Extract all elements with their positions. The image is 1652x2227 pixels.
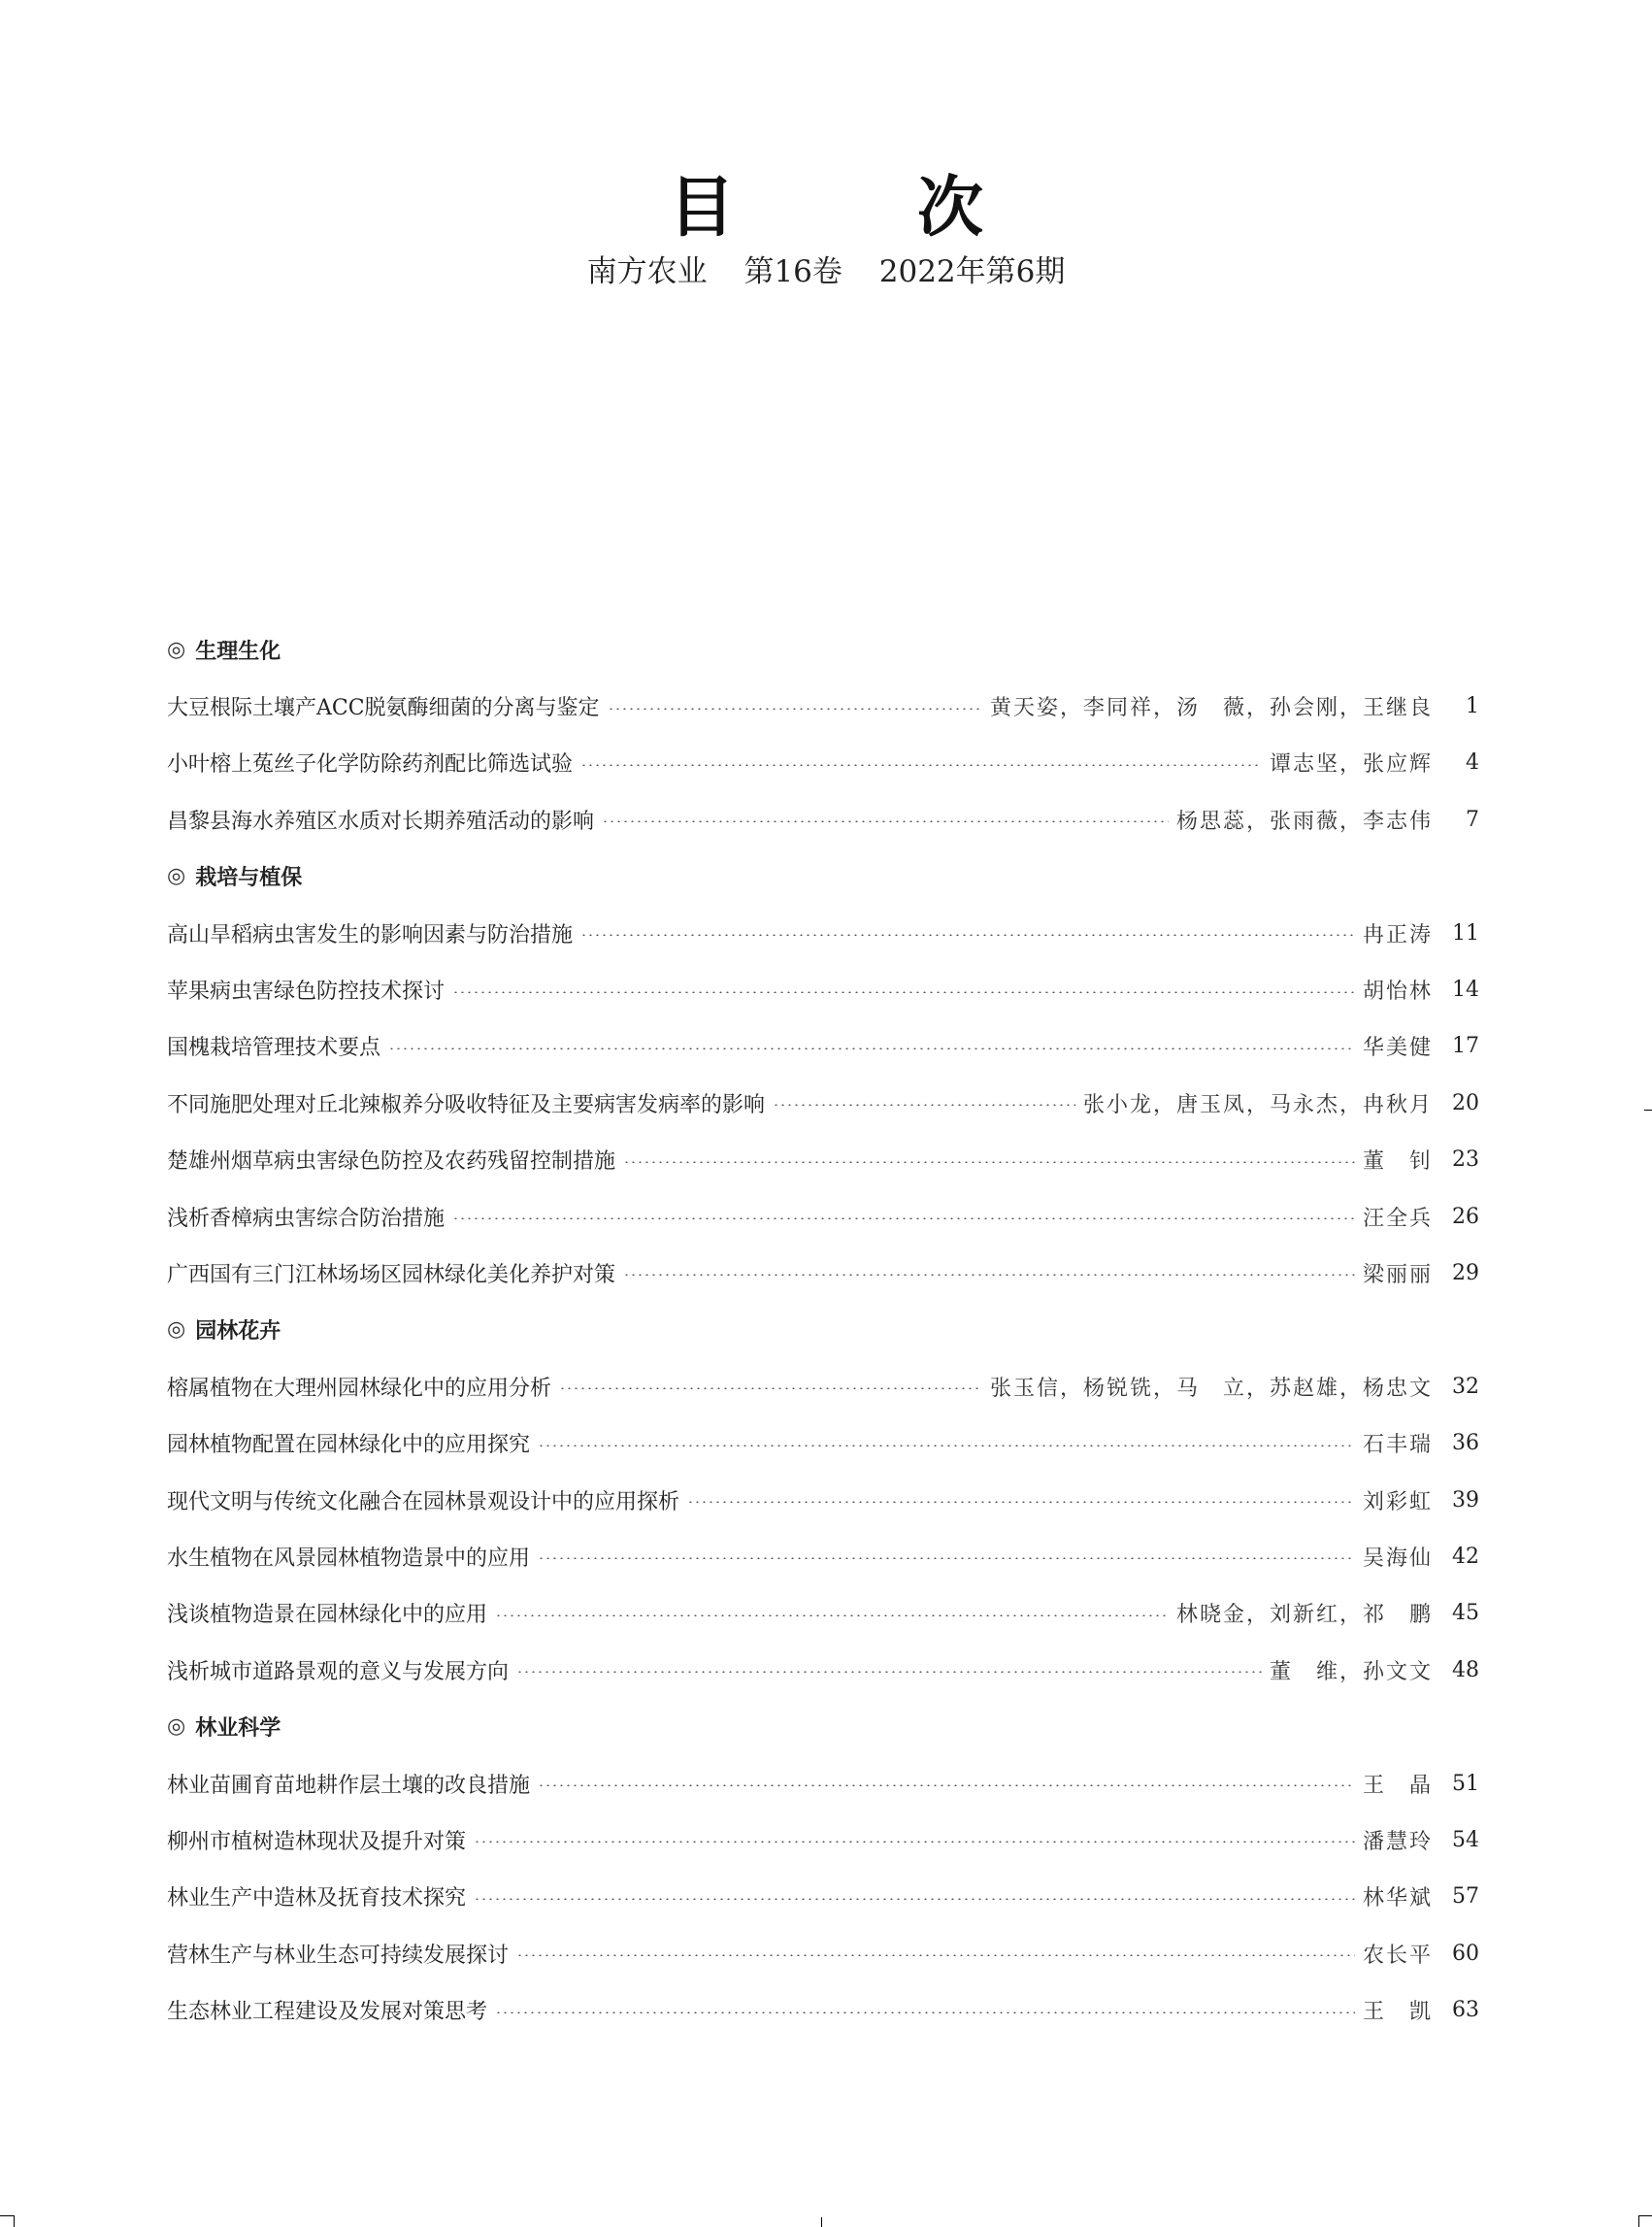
- article-title: 浅析城市道路景观的意义与发展方向: [167, 1659, 510, 1684]
- toc-entry[interactable]: [167, 735, 1479, 791]
- article-authors: 张小龙，唐玉凤，马永杰，冉秋月: [1082, 1092, 1433, 1117]
- page-number: 63: [1452, 1998, 1479, 2023]
- article-authors: 董 钊: [1362, 1149, 1433, 1175]
- article-title: 小叶榕上菟丝子化学防除药剂配比筛选试验: [167, 752, 574, 778]
- section-name: 生理生化: [195, 639, 281, 664]
- section-name: 园林花卉: [195, 1319, 281, 1345]
- section-bullet-icon: ◎: [167, 1714, 186, 1740]
- article-authors: 张玉信，杨锐铣，马 立，苏赵雄，杨忠文: [989, 1376, 1433, 1401]
- toc-entry[interactable]: [167, 1245, 1479, 1301]
- article-title: 楚雄州烟草病虫害绿色防控及农药残留控制措施: [167, 1149, 616, 1175]
- article-title: 现代文明与传统文化融合在园林景观设计中的应用探析: [167, 1489, 680, 1514]
- page-number: 48: [1452, 1657, 1479, 1682]
- toc-entry[interactable]: [167, 1925, 1479, 1981]
- dot-leader: [602, 820, 1169, 822]
- article-title: 园林植物配置在园林绿化中的应用探究: [167, 1433, 531, 1458]
- article-authors: 林晓金，刘新红，祁 鹏: [1175, 1603, 1433, 1628]
- section-bullet-icon: ◎: [167, 864, 186, 889]
- article-title: 柳州市植树造林现状及提升对策: [167, 1829, 467, 1854]
- page-number: 4: [1466, 750, 1479, 776]
- page-number: 45: [1452, 1601, 1479, 1626]
- crop-mark: [14, 2215, 15, 2227]
- dot-leader: [452, 991, 1355, 993]
- article-authors: 潘慧玲: [1362, 1829, 1433, 1854]
- crop-mark: [821, 2217, 822, 2227]
- journal-name: 南方农业: [586, 254, 708, 289]
- dot-leader: [474, 1841, 1355, 1843]
- toc-entry[interactable]: [167, 1981, 1479, 2038]
- dot-leader: [623, 1161, 1355, 1163]
- article-authors: 汪全兵: [1362, 1206, 1433, 1231]
- article-title: 水生植物在风景园林植物造景中的应用: [167, 1546, 531, 1571]
- article-title: 生态林业工程建设及发展对策思考: [167, 2000, 488, 2025]
- article-authors: 杨思蕊，张雨薇，李志伟: [1175, 809, 1433, 834]
- toc-entry[interactable]: [167, 1585, 1479, 1642]
- toc-entry[interactable]: [167, 1472, 1479, 1528]
- article-title: 苹果病虫害绿色防控技术探讨: [167, 980, 446, 1005]
- article-authors: 王 晶: [1362, 1773, 1433, 1798]
- article-title: 浅谈植物造景在园林绿化中的应用: [167, 1603, 488, 1628]
- toc-entry[interactable]: [167, 1018, 1479, 1075]
- article-authors: 谭志坚，张应辉: [1269, 752, 1433, 778]
- table-of-contents: [167, 621, 1479, 2039]
- toc-entry[interactable]: [167, 1358, 1479, 1414]
- article-title: 昌黎县海水养殖区水质对长期养殖活动的影响: [167, 809, 595, 834]
- page-number: 36: [1452, 1431, 1479, 1456]
- dot-leader: [388, 1047, 1355, 1049]
- toc-entry[interactable]: [167, 1132, 1479, 1188]
- dot-leader: [559, 1387, 982, 1389]
- page-number: 20: [1452, 1090, 1479, 1115]
- page-number: 39: [1452, 1487, 1479, 1512]
- dot-leader: [687, 1501, 1355, 1503]
- crop-mark: [0, 2215, 14, 2216]
- article-authors: 石丰瑞: [1362, 1433, 1433, 1458]
- page-number: 14: [1452, 978, 1479, 1003]
- page-number: 26: [1452, 1204, 1479, 1229]
- article-title: 营林生产与林业生态可持续发展探讨: [167, 1943, 510, 1968]
- toc-entry[interactable]: [167, 1528, 1479, 1584]
- article-authors: 董 维，孙文文: [1269, 1659, 1433, 1684]
- dot-leader: [474, 1898, 1355, 1900]
- dot-leader: [538, 1557, 1355, 1559]
- page-title: 目 次: [668, 170, 1041, 247]
- article-title: 广西国有三门江林场场区园林绿化美化养护对策: [167, 1262, 616, 1287]
- toc-entry[interactable]: [167, 1642, 1479, 1698]
- article-authors: 刘彩虹: [1362, 1489, 1433, 1514]
- journal-issue: 2022年第6期: [878, 254, 1066, 289]
- toc-entry[interactable]: [167, 1414, 1479, 1471]
- page-number: 57: [1452, 1884, 1479, 1910]
- dot-leader: [516, 1954, 1355, 1956]
- section-bullet-icon: ◎: [167, 1317, 186, 1343]
- toc-section-heading: [167, 1302, 1479, 1358]
- article-authors: 王 凯: [1362, 2000, 1433, 2025]
- dot-leader: [580, 934, 1355, 936]
- article-title: 国槐栽培管理技术要点: [167, 1036, 381, 1061]
- dot-leader: [538, 1445, 1355, 1446]
- article-authors: 胡怡林: [1362, 980, 1433, 1005]
- page-number: 60: [1452, 1941, 1479, 1966]
- toc-entry[interactable]: [167, 905, 1479, 961]
- crop-mark: [1644, 1110, 1652, 1111]
- article-authors: 吴海仙: [1362, 1546, 1433, 1571]
- article-title: 榕属植物在大理州园林绿化中的应用分析: [167, 1376, 552, 1401]
- section-bullet-icon: ◎: [167, 637, 186, 662]
- page-number: 17: [1452, 1034, 1479, 1059]
- section-name: 栽培与植保: [195, 866, 303, 891]
- toc-entry[interactable]: [167, 791, 1479, 848]
- dot-leader: [773, 1104, 1075, 1106]
- page-number: 1: [1466, 694, 1479, 719]
- article-authors: 梁丽丽: [1362, 1262, 1433, 1287]
- page-number: 42: [1452, 1544, 1479, 1569]
- page-number: 7: [1466, 807, 1479, 832]
- page-number: 54: [1452, 1827, 1479, 1852]
- crop-mark: [1639, 2215, 1652, 2216]
- toc-entry[interactable]: [167, 961, 1479, 1017]
- crop-mark: [1638, 2215, 1639, 2227]
- dot-leader: [495, 2011, 1355, 2013]
- toc-entry[interactable]: [167, 1188, 1479, 1245]
- article-title: 不同施肥处理对丘北辣椒养分吸收特征及主要病害发病率的影响: [167, 1092, 766, 1117]
- toc-entry[interactable]: [167, 1812, 1479, 1868]
- toc-entry[interactable]: [167, 1869, 1479, 1925]
- article-authors: 林华斌: [1362, 1886, 1433, 1911]
- page-number: 29: [1452, 1260, 1479, 1285]
- journal-info: [0, 250, 1652, 293]
- toc-section-heading: [167, 621, 1479, 678]
- dot-leader: [623, 1274, 1355, 1276]
- dot-leader: [608, 708, 982, 710]
- toc-section-heading: [167, 848, 1479, 905]
- article-title: 林业苗圃育苗地耕作层土壤的改良措施: [167, 1773, 531, 1798]
- dot-leader: [452, 1217, 1355, 1219]
- toc-section-heading: [167, 1698, 1479, 1754]
- article-title: 高山旱稻病虫害发生的影响因素与防治措施: [167, 922, 574, 947]
- toc-entry[interactable]: [167, 1755, 1479, 1812]
- article-authors: 华美健: [1362, 1036, 1433, 1061]
- dot-leader: [516, 1671, 1262, 1673]
- page-number: 51: [1452, 1771, 1479, 1796]
- article-authors: 冉正涛: [1362, 922, 1433, 947]
- article-title: 浅析香樟病虫害综合防治措施: [167, 1206, 446, 1231]
- toc-entry[interactable]: [167, 678, 1479, 734]
- article-title: 林业生产中造林及抚育技术探究: [167, 1886, 467, 1911]
- section-name: 林业科学: [195, 1716, 281, 1742]
- page-number: 32: [1452, 1374, 1479, 1399]
- journal-volume: 第16卷: [743, 254, 843, 289]
- article-title: 大豆根际土壤产ACC脱氨酶细菌的分离与鉴定: [167, 696, 600, 721]
- dot-leader: [580, 764, 1262, 766]
- page-number: 23: [1452, 1147, 1479, 1173]
- article-authors: 黄天姿，李同祥，汤 薇，孙会刚，王继良: [989, 696, 1433, 721]
- toc-entry[interactable]: [167, 1075, 1479, 1131]
- article-authors: 农长平: [1362, 1943, 1433, 1968]
- dot-leader: [538, 1784, 1355, 1786]
- dot-leader: [495, 1614, 1169, 1616]
- page-number: 11: [1452, 920, 1479, 946]
